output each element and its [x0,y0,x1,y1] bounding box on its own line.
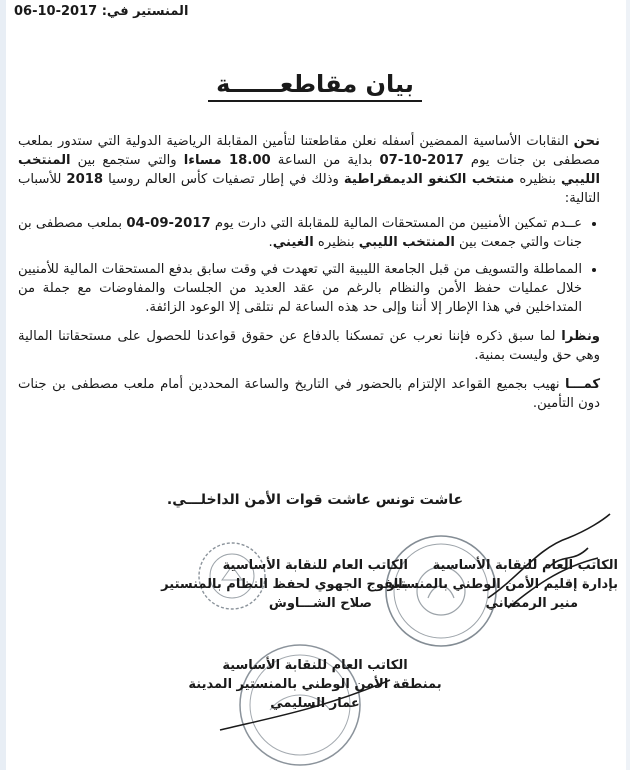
date-value: 2017-10-06 [14,4,98,19]
reason-1-text-2: بملعب مصطفى بن جنات والتي جمعت بين [18,216,582,250]
intro-text-1: النقابات الأساسية الممضين أسفله نعلن مقاطعتنا لتأمين المقابلة الرياضية الدولية التي ستدور بملعب مصطفى بن جنات يوم [18,134,601,168]
document-title [0,70,630,98]
signature-block-left [388,556,618,613]
signatory-title: الكاتب العام للنقابة الأساسية [432,558,618,573]
scan-border-left [0,0,6,770]
intro-lead: نحن [573,134,600,149]
reason-1-text-1: عــدم تمكين الأمنيين من المستحقات المالية للمقابلة التي دارت يوم [210,216,582,231]
call-paragraph [18,375,600,413]
signatory-unit: بإدارة إقليم الأمن الوطني بالمنستير [387,577,618,592]
closing-slogan: عاشت تونس عاشت قوات الأمن الداخلـــي. [166,492,464,508]
call-lead: كمـــا [565,377,600,392]
position-text: لما سبق ذكره فإننا نعرب عن تمسكنا بالدفاع عن حقوق قواعدنا للحصول على مستحقاتنا المالية وهي حق وليست بمنية. [18,329,600,363]
signatory-title: الكاتب العام للنقابة الأساسية [222,658,408,673]
position-lead: ونظرا [561,329,600,344]
position-paragraph [18,327,600,365]
intro-text-4: بنظيره [514,172,562,187]
match-time: 18.00 مساءا [183,153,271,168]
document-date [14,4,188,19]
date-label: المنستير في: [101,4,189,19]
signatory-unit: بمنطقة الأمن الوطني بالمنستير المدينة [188,677,442,692]
reason-1-text-3: بنظيره [313,235,359,250]
reason-1-team-guinea: الغيني [272,235,314,250]
reason-item [18,260,582,317]
reason-item [18,214,582,252]
intro-text-2: بداية من الساعة [270,153,380,168]
intro-paragraph [18,132,600,208]
title-text: بيان مقاطعــــــة [208,70,422,102]
signatory-unit: بالفوج الجهوي لحفظ النظام بالمنستير [161,577,408,592]
signature-block-bottom [0,656,630,713]
signatory-name: صلاح الشـــاوش [268,596,372,611]
intro-text-5: وذلك في إطار تصفيات كأس العالم روسيا [103,172,344,187]
scan-border-right [626,0,630,770]
signature-block-right [161,556,408,613]
match-date: 2017-10-07 [379,153,464,168]
reasons-list [18,214,600,317]
world-cup-year: 2018 [66,172,104,187]
reason-1-text-4: . [268,235,273,250]
call-text: نهيب بجميع القواعد الإلتزام بالحضور في التاريخ والساعة المحددين أمام ملعب مصطفى بن جنات دون التأمين. [18,377,600,411]
signatory-name: منير الرمضاني [485,596,578,611]
intro-text-6: للأسباب التالية: [18,172,600,206]
intro-text-3: والتي ستجمع بين [70,153,184,168]
signatory-name: عمار السليمي [270,696,360,711]
team-congo: منتخب الكنغو الديمقراطية [343,172,515,187]
reason-2-text: المماطلة والتسويف من قبل الجامعة الليبية التي تعهدت في وقت سابق بدفع المستحقات المالية للأمنيين خلال عمليات حفظ الأمن والنظام بالرغم من عقد العديد من الجلسات والمفاوضات مع جملة من المتداخلين في هذا الإطار إلا أننا وإلى حد هذه الساعة لم نتلقى إلا الوعود الزائفة. [18,262,582,315]
reason-1-date: 2017-09-04 [126,216,211,231]
team-libya: المنتخب الليبي [18,153,600,187]
reason-1-team-libya: المنتخب الليبي [358,235,455,250]
statement-body [18,132,600,413]
signatory-title: الكاتب العام للنقابة الأساسية [222,558,408,573]
